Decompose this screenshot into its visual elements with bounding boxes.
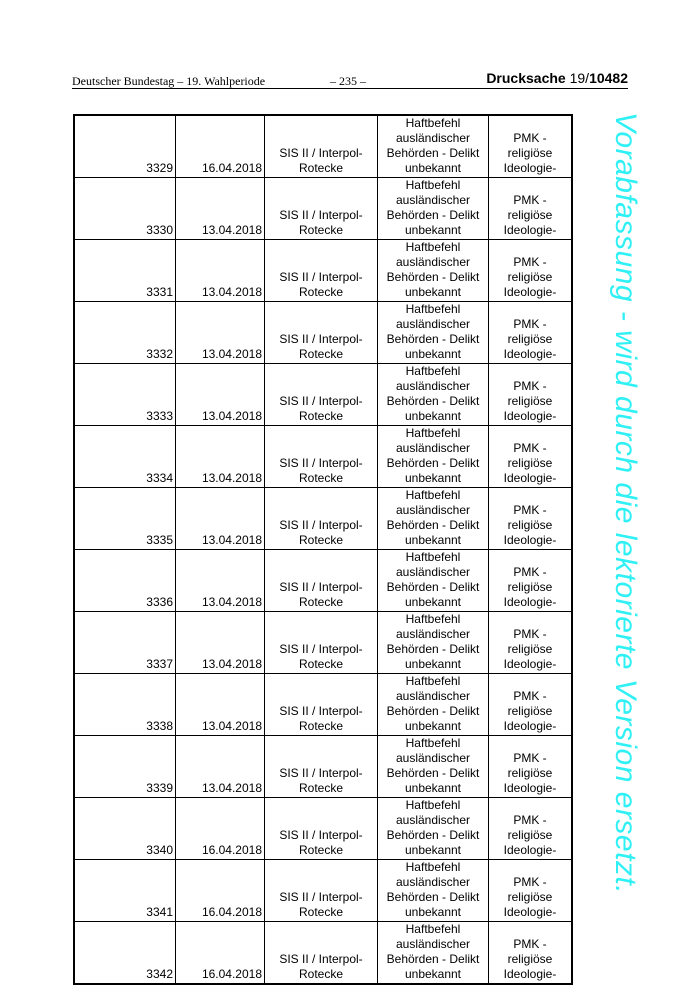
- reason-cell-line: unbekannt: [404, 471, 462, 485]
- source-cell-line: Rotecke: [298, 409, 344, 423]
- source-cell-line: Rotecke: [298, 843, 344, 857]
- date-cell: [176, 922, 265, 985]
- row-number-cell-line: 3342: [146, 967, 173, 981]
- category-cell: [489, 178, 573, 240]
- reason-cell-line: unbekannt: [404, 161, 462, 175]
- reason-cell-line: Haftbefehl: [405, 736, 461, 750]
- page-header: [72, 70, 628, 90]
- reason-cell: [378, 488, 489, 550]
- reason-cell: [378, 302, 489, 364]
- table-row: [74, 302, 572, 364]
- reason-cell-line: unbekannt: [404, 719, 462, 733]
- reason-cell-line: ausländischer: [395, 193, 471, 207]
- category-cell-line: Ideologie-: [503, 533, 557, 547]
- category-cell-line: Ideologie-: [503, 905, 557, 919]
- reason-cell: [378, 612, 489, 674]
- category-cell-line: PMK -religiöse: [507, 751, 553, 780]
- reason-cell-line: Haftbefehl: [405, 364, 461, 378]
- date-cell-line: 16.04.2018: [201, 905, 262, 919]
- reason-cell-line: ausländischer: [395, 813, 471, 827]
- parliament-name: Deutscher Bundestag – 19. Wahlperiode: [72, 74, 266, 88]
- category-cell-line: Ideologie-: [503, 347, 557, 361]
- date-cell: [176, 736, 265, 798]
- document-number: [486, 70, 628, 86]
- source-cell-line: SIS II / Interpol-: [279, 766, 363, 780]
- table-row: [74, 736, 572, 798]
- source-cell-line: SIS II / Interpol-: [279, 642, 363, 656]
- source-cell: [265, 860, 378, 922]
- category-cell-line: Ideologie-: [503, 471, 557, 485]
- date-cell-line: 13.04.2018: [201, 657, 262, 671]
- row-number-cell-line: 3330: [146, 223, 173, 237]
- document-number-value: 10482: [589, 70, 628, 86]
- table-row: [74, 798, 572, 860]
- date-cell-line: 13.04.2018: [201, 347, 262, 361]
- reason-cell: [378, 240, 489, 302]
- source-cell: [265, 736, 378, 798]
- reason-cell-line: ausländischer: [395, 875, 471, 889]
- date-cell: [176, 178, 265, 240]
- row-number-cell: [74, 302, 176, 364]
- reason-cell-line: unbekannt: [404, 533, 462, 547]
- date-cell: [176, 860, 265, 922]
- source-cell: [265, 798, 378, 860]
- source-cell-line: SIS II / Interpol-: [279, 828, 363, 842]
- reason-cell-line: unbekannt: [404, 409, 462, 423]
- category-cell: [489, 736, 573, 798]
- source-cell-line: Rotecke: [298, 285, 344, 299]
- category-cell-line: Ideologie-: [503, 285, 557, 299]
- table-row: [74, 612, 572, 674]
- reason-cell-line: Haftbefehl: [405, 178, 461, 192]
- date-cell-line: 13.04.2018: [201, 595, 262, 609]
- document-number-label: Drucksache: [486, 70, 566, 86]
- source-cell: [265, 674, 378, 736]
- table-row: [74, 115, 572, 178]
- reason-cell: [378, 736, 489, 798]
- reason-cell: [378, 674, 489, 736]
- row-number-cell-line: 3334: [146, 471, 173, 485]
- row-number-cell: [74, 860, 176, 922]
- row-number-cell: [74, 674, 176, 736]
- table-row: [74, 922, 572, 985]
- row-number-cell: [74, 426, 176, 488]
- reason-cell: [378, 178, 489, 240]
- category-cell: [489, 240, 573, 302]
- category-cell-line: PMK -religiöse: [507, 131, 553, 160]
- reason-cell-line: Haftbefehl: [405, 240, 461, 254]
- category-cell-line: Ideologie-: [503, 595, 557, 609]
- category-cell-line: PMK -religiöse: [507, 875, 553, 904]
- table-row: [74, 550, 572, 612]
- reason-cell-line: Behörden - Delikt: [386, 890, 480, 904]
- date-cell-line: 13.04.2018: [201, 719, 262, 733]
- reason-cell-line: Behörden - Delikt: [386, 952, 480, 966]
- source-cell: [265, 426, 378, 488]
- date-cell: [176, 426, 265, 488]
- reason-cell-line: Behörden - Delikt: [386, 456, 480, 470]
- source-cell: [265, 612, 378, 674]
- reason-cell-line: Behörden - Delikt: [386, 642, 480, 656]
- reason-cell-line: Behörden - Delikt: [386, 208, 480, 222]
- date-cell: [176, 364, 265, 426]
- category-cell-line: Ideologie-: [503, 781, 557, 795]
- row-number-cell-line: 3340: [146, 843, 173, 857]
- table-row: [74, 674, 572, 736]
- document-number-period: 19/: [565, 70, 590, 86]
- reason-cell-line: ausländischer: [395, 627, 471, 641]
- row-number-cell-line: 3332: [146, 347, 173, 361]
- row-number-cell-line: 3336: [146, 595, 173, 609]
- category-cell: [489, 612, 573, 674]
- reason-cell-line: unbekannt: [404, 843, 462, 857]
- reason-cell-line: Haftbefehl: [405, 488, 461, 502]
- date-cell: [176, 550, 265, 612]
- row-number-cell-line: 3335: [146, 533, 173, 547]
- source-cell-line: SIS II / Interpol-: [279, 456, 363, 470]
- category-cell-line: Ideologie-: [503, 223, 557, 237]
- date-cell: [176, 612, 265, 674]
- category-cell-line: PMK -religiöse: [507, 317, 553, 346]
- row-number-cell: [74, 488, 176, 550]
- category-cell-line: PMK -religiöse: [507, 441, 553, 470]
- reason-cell-line: unbekannt: [404, 347, 462, 361]
- category-cell: [489, 302, 573, 364]
- source-cell-line: Rotecke: [298, 347, 344, 361]
- reason-cell-line: Behörden - Delikt: [386, 146, 480, 160]
- source-cell-line: SIS II / Interpol-: [279, 332, 363, 346]
- reason-cell-line: unbekannt: [404, 657, 462, 671]
- date-cell-line: 13.04.2018: [201, 471, 262, 485]
- reason-cell-line: ausländischer: [395, 379, 471, 393]
- category-cell: [489, 860, 573, 922]
- row-number-cell: [74, 240, 176, 302]
- category-cell-line: PMK -religiöse: [507, 937, 553, 966]
- reason-cell-line: Haftbefehl: [405, 922, 461, 936]
- source-cell-line: SIS II / Interpol-: [279, 208, 363, 222]
- category-cell: [489, 922, 573, 985]
- category-cell-line: Ideologie-: [503, 843, 557, 857]
- category-cell: [489, 674, 573, 736]
- date-cell: [176, 674, 265, 736]
- reason-cell-line: Haftbefehl: [405, 426, 461, 440]
- source-cell-line: Rotecke: [298, 595, 344, 609]
- reason-cell-line: ausländischer: [395, 565, 471, 579]
- source-cell: [265, 178, 378, 240]
- category-cell: [489, 550, 573, 612]
- date-cell: [176, 240, 265, 302]
- source-cell-line: Rotecke: [298, 781, 344, 795]
- table-row: [74, 364, 572, 426]
- category-cell-line: PMK -religiöse: [507, 689, 553, 718]
- row-number-cell-line: 3331: [146, 285, 173, 299]
- category-cell: [489, 364, 573, 426]
- source-cell-line: SIS II / Interpol-: [279, 146, 363, 160]
- row-number-cell-line: 3341: [146, 905, 173, 919]
- source-cell-line: Rotecke: [298, 533, 344, 547]
- row-number-cell: [74, 612, 176, 674]
- reason-cell-line: Haftbefehl: [405, 798, 461, 812]
- source-cell-line: SIS II / Interpol-: [279, 394, 363, 408]
- date-cell: [176, 302, 265, 364]
- reason-cell-line: unbekannt: [404, 967, 462, 981]
- row-number-cell-line: 3337: [146, 657, 173, 671]
- watermark: [609, 112, 690, 912]
- category-cell-line: Ideologie-: [503, 967, 557, 981]
- source-cell-line: SIS II / Interpol-: [279, 580, 363, 594]
- reason-cell: [378, 364, 489, 426]
- category-cell-line: PMK -religiöse: [507, 627, 553, 656]
- category-cell: [489, 115, 573, 178]
- reason-cell-line: ausländischer: [395, 937, 471, 951]
- table-row: [74, 178, 572, 240]
- source-cell-line: Rotecke: [298, 223, 344, 237]
- reason-cell: [378, 798, 489, 860]
- reason-cell-line: Haftbefehl: [405, 302, 461, 316]
- row-number-cell: [74, 736, 176, 798]
- date-cell-line: 13.04.2018: [201, 781, 262, 795]
- reason-cell-line: Behörden - Delikt: [386, 828, 480, 842]
- reason-cell-line: unbekannt: [404, 223, 462, 237]
- category-cell-line: Ideologie-: [503, 409, 557, 423]
- reason-cell-line: Haftbefehl: [405, 612, 461, 626]
- date-cell-line: 13.04.2018: [201, 223, 262, 237]
- category-cell-line: PMK -religiöse: [507, 193, 553, 222]
- source-cell: [265, 115, 378, 178]
- reason-cell-line: Haftbefehl: [405, 860, 461, 874]
- row-number-cell: [74, 798, 176, 860]
- reason-cell-line: unbekannt: [404, 285, 462, 299]
- page-number: – 235 –: [330, 74, 366, 88]
- row-number-cell: [74, 178, 176, 240]
- category-cell-line: PMK -religiöse: [507, 379, 553, 408]
- source-cell-line: Rotecke: [298, 471, 344, 485]
- reason-cell-line: unbekannt: [404, 905, 462, 919]
- reason-cell-line: ausländischer: [395, 441, 471, 455]
- date-cell: [176, 798, 265, 860]
- reason-cell-line: ausländischer: [395, 317, 471, 331]
- data-table: [73, 114, 573, 985]
- source-cell-line: Rotecke: [298, 719, 344, 733]
- row-number-cell-line: 3333: [146, 409, 173, 423]
- date-cell-line: 13.04.2018: [201, 409, 262, 423]
- source-cell-line: SIS II / Interpol-: [279, 270, 363, 284]
- table-row: [74, 488, 572, 550]
- category-cell: [489, 798, 573, 860]
- source-cell-line: SIS II / Interpol-: [279, 952, 363, 966]
- reason-cell: [378, 426, 489, 488]
- reason-cell: [378, 922, 489, 985]
- row-number-cell: [74, 364, 176, 426]
- reason-cell-line: Haftbefehl: [405, 116, 461, 130]
- source-cell-line: Rotecke: [298, 905, 344, 919]
- reason-cell-line: Behörden - Delikt: [386, 394, 480, 408]
- source-cell-line: SIS II / Interpol-: [279, 890, 363, 904]
- date-cell-line: 16.04.2018: [201, 967, 262, 981]
- source-cell: [265, 240, 378, 302]
- date-cell-line: 16.04.2018: [201, 161, 262, 175]
- table-row: [74, 240, 572, 302]
- reason-cell-line: ausländischer: [395, 751, 471, 765]
- date-cell-line: 13.04.2018: [201, 533, 262, 547]
- reason-cell: [378, 550, 489, 612]
- row-number-cell-line: 3338: [146, 719, 173, 733]
- row-number-cell-line: 3339: [146, 781, 173, 795]
- reason-cell-line: ausländischer: [395, 255, 471, 269]
- category-cell-line: Ideologie-: [503, 161, 557, 175]
- category-cell-line: Ideologie-: [503, 657, 557, 671]
- category-cell-line: PMK -religiöse: [507, 255, 553, 284]
- reason-cell-line: Behörden - Delikt: [386, 704, 480, 718]
- row-number-cell: [74, 115, 176, 178]
- reason-cell-line: Haftbefehl: [405, 550, 461, 564]
- row-number-cell-line: 3329: [146, 161, 173, 175]
- reason-cell-line: Behörden - Delikt: [386, 580, 480, 594]
- watermark-text: Vorabfassung - wird durch die lektorierte Version ersetzt.: [609, 112, 642, 895]
- table-body: [74, 115, 572, 984]
- source-cell-line: Rotecke: [298, 161, 344, 175]
- category-cell-line: PMK -religiöse: [507, 565, 553, 594]
- source-cell: [265, 302, 378, 364]
- reason-cell-line: Behörden - Delikt: [386, 518, 480, 532]
- reason-cell-line: ausländischer: [395, 131, 471, 145]
- reason-cell: [378, 860, 489, 922]
- source-cell: [265, 364, 378, 426]
- reason-cell-line: Behörden - Delikt: [386, 332, 480, 346]
- table-row: [74, 426, 572, 488]
- reason-cell: [378, 115, 489, 178]
- table-row: [74, 860, 572, 922]
- category-cell: [489, 426, 573, 488]
- reason-cell-line: ausländischer: [395, 689, 471, 703]
- category-cell-line: Ideologie-: [503, 719, 557, 733]
- row-number-cell: [74, 922, 176, 985]
- category-cell: [489, 488, 573, 550]
- date-cell-line: 16.04.2018: [201, 843, 262, 857]
- category-cell-line: PMK -religiöse: [507, 503, 553, 532]
- source-cell: [265, 550, 378, 612]
- date-cell-line: 13.04.2018: [201, 285, 262, 299]
- reason-cell-line: ausländischer: [395, 503, 471, 517]
- header-rule: [72, 88, 628, 89]
- reason-cell-line: Haftbefehl: [405, 674, 461, 688]
- row-number-cell: [74, 550, 176, 612]
- reason-cell-line: Behörden - Delikt: [386, 270, 480, 284]
- source-cell-line: Rotecke: [298, 657, 344, 671]
- date-cell: [176, 488, 265, 550]
- category-cell-line: PMK -religiöse: [507, 813, 553, 842]
- reason-cell-line: unbekannt: [404, 595, 462, 609]
- source-cell-line: SIS II / Interpol-: [279, 704, 363, 718]
- source-cell-line: Rotecke: [298, 967, 344, 981]
- source-cell: [265, 488, 378, 550]
- reason-cell-line: Behörden - Delikt: [386, 766, 480, 780]
- reason-cell-line: unbekannt: [404, 781, 462, 795]
- date-cell: [176, 115, 265, 178]
- source-cell-line: SIS II / Interpol-: [279, 518, 363, 532]
- source-cell: [265, 922, 378, 985]
